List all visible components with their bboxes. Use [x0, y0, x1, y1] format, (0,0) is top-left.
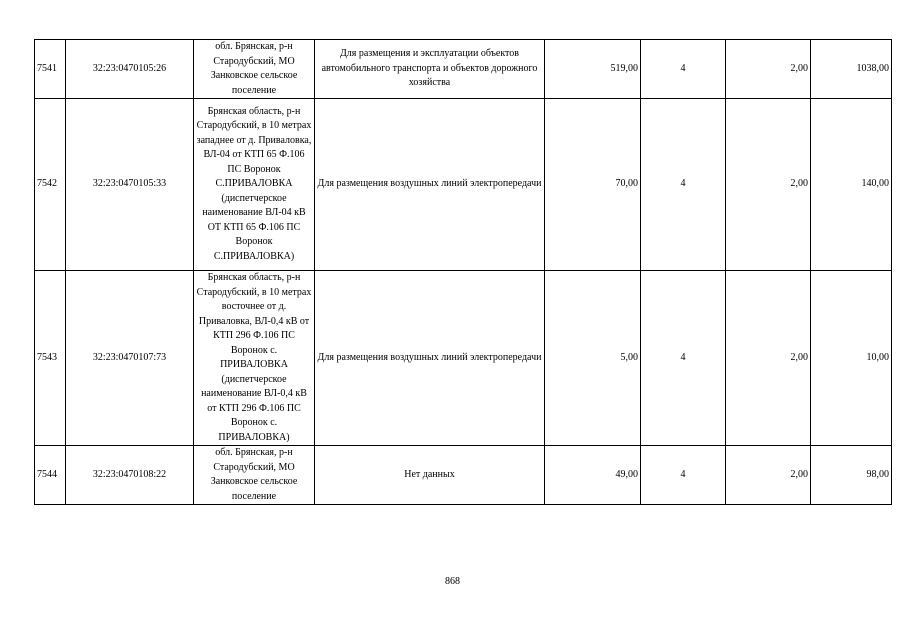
cadastral-number-cell: 32:23:0470105:26 — [66, 40, 194, 99]
cadastral-number-cell: 32:23:0470108:22 — [66, 446, 194, 505]
permitted-use-cell: Для размещения воздушных линий электропередачи — [315, 271, 545, 446]
coefficient-cell: 4 — [641, 40, 726, 99]
amount-cell: 1038,00 — [811, 40, 892, 99]
area-cell: 70,00 — [545, 99, 641, 271]
table-row — [35, 99, 892, 271]
rate-cell: 2,00 — [726, 99, 811, 271]
coefficient-cell: 4 — [641, 99, 726, 271]
rate-cell: 2,00 — [726, 271, 811, 446]
address-cell: Брянская область, р-н Стародубский, в 10 метрах западнее от д. Приваловка, ВЛ-04 от КТП 65 Ф.106 ПС Воронок С.ПРИВАЛОВКА (диспетчерское наименование ВЛ-04 кВ ОТ КТП 65 Ф.106 ПС Воронок С.ПРИВАЛОВКА) — [194, 99, 315, 271]
amount-cell: 10,00 — [811, 271, 892, 446]
address-cell: Брянская область, р-н Стародубский, в 10 метрах восточнее от д. Приваловка, ВЛ-0,4 кВ от КТП 296 Ф.106 ПС Воронок с. ПРИВАЛОВКА (диспетчерское наименование ВЛ-0,4 кВ от КТП 296 Ф.106 ПС Воронок с. ПРИВАЛОВКА) — [194, 271, 315, 446]
cadastral-number-cell: 32:23:0470107:73 — [66, 271, 194, 446]
coefficient-cell: 4 — [641, 446, 726, 505]
permitted-use-cell: Для размещения и эксплуатации объектов автомобильного транспорта и объектов дорожного хозяйства — [315, 40, 545, 99]
amount-cell: 140,00 — [811, 99, 892, 271]
rate-cell: 2,00 — [726, 40, 811, 99]
address-cell: обл. Брянская, р-н Стародубский, МО Занковское сельское поселение — [194, 446, 315, 505]
table-row — [35, 271, 892, 446]
address-cell: обл. Брянская, р-н Стародубский, МО Занковское сельское поселение — [194, 40, 315, 99]
cadastral-number-cell: 32:23:0470105:33 — [66, 99, 194, 271]
permitted-use-cell: Нет данных — [315, 446, 545, 505]
permitted-use-cell: Для размещения воздушных линий электропередачи — [315, 99, 545, 271]
row-number-cell: 7541 — [35, 40, 66, 99]
land-plots-table — [34, 39, 892, 505]
coefficient-cell: 4 — [641, 271, 726, 446]
rate-cell: 2,00 — [726, 446, 811, 505]
row-number-cell: 7544 — [35, 446, 66, 505]
table-row — [35, 40, 892, 99]
area-cell: 5,00 — [545, 271, 641, 446]
page-number: 868 — [445, 576, 460, 587]
table-row — [35, 446, 892, 505]
amount-cell: 98,00 — [811, 446, 892, 505]
row-number-cell: 7542 — [35, 99, 66, 271]
area-cell: 519,00 — [545, 40, 641, 99]
row-number-cell: 7543 — [35, 271, 66, 446]
area-cell: 49,00 — [545, 446, 641, 505]
